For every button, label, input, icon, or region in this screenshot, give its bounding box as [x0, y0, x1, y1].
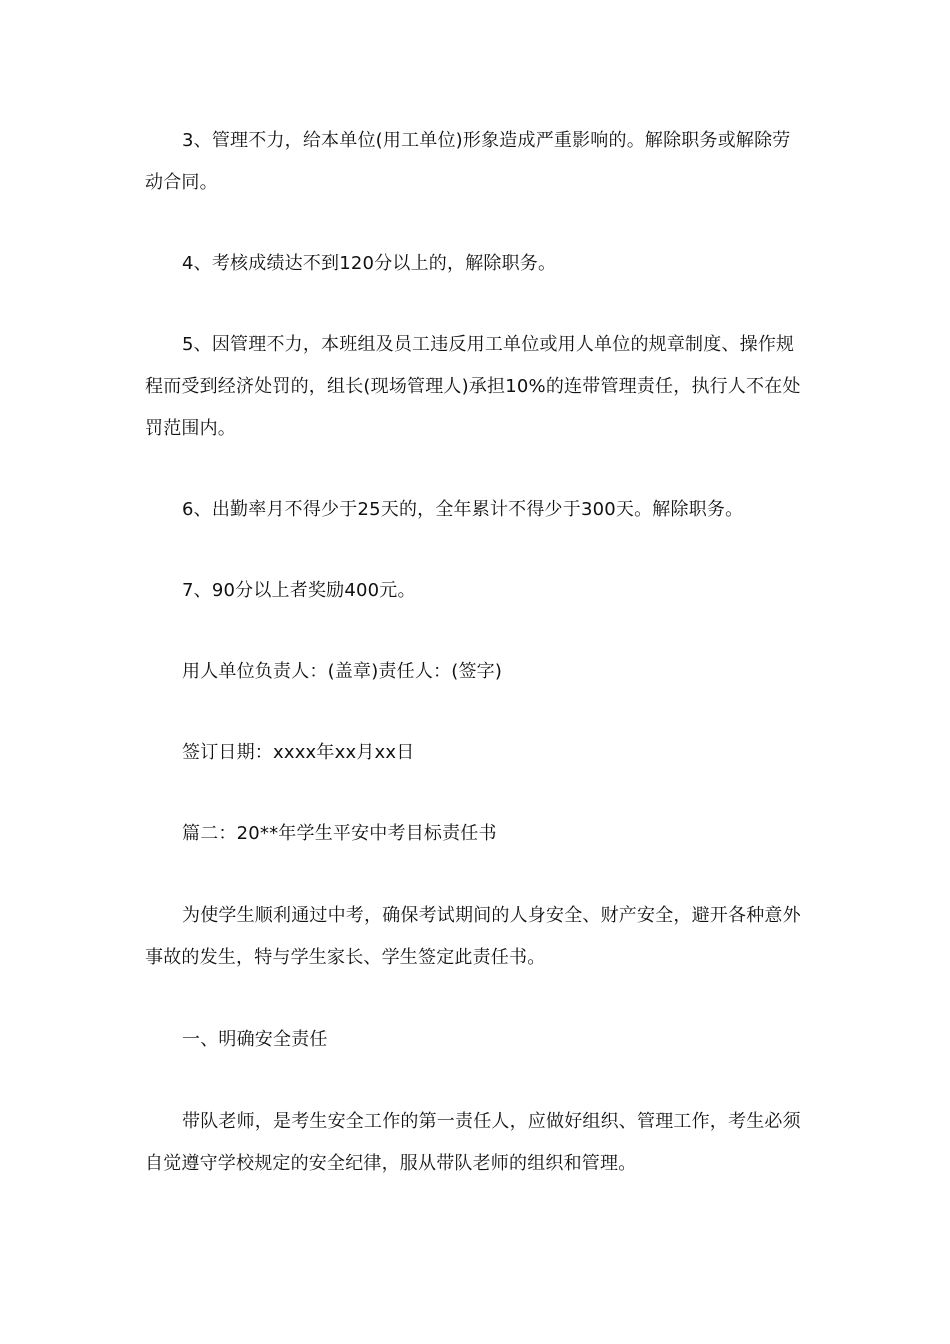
- leader-responsibility-paragraph: 带队老师，是考生安全工作的第一责任人，应做好组织、管理工作，考生必须自觉遵守学校规定的安全纪律，服从带队老师的组织和管理。: [145, 1111, 801, 1174]
- intro-paragraph: 为使学生顺利通过中考，确保考试期间的人身安全、财产安全，避开各种意外事故的发生，特与学生家长、学生签定此责任书。: [145, 905, 801, 968]
- section-heading-safety-responsibility: 一、明确安全责任: [182, 1029, 328, 1050]
- paragraph-spacer: [145, 979, 805, 1019]
- paragraph-spacer: [145, 450, 805, 489]
- document-body: [145, 120, 805, 1185]
- paragraph-item-7: 7、90分以上者奖励400元。: [182, 580, 416, 601]
- paragraph-spacer: [145, 1061, 805, 1101]
- paragraph-spacer: [145, 204, 805, 243]
- paragraph-item-5: 5、因管理不力，本班组及员工违反用工单位或用人单位的规章制度、操作规程而受到经济处罚的，组长(现场管理人)承担10%的连带管理责任，执行人不在处罚范围内。: [145, 334, 801, 439]
- signing-date: 签订日期：xxxx年xx月xx日: [182, 742, 415, 763]
- paragraph-spacer: [145, 693, 805, 732]
- paragraph-spacer: [145, 612, 805, 651]
- paragraph-item-3: 3、管理不力，给本单位(用工单位)形象造成严重影响的。解除职务或解除劳动合同。: [145, 130, 791, 193]
- paragraph-spacer: [145, 855, 805, 895]
- paragraph-item-4: 4、考核成绩达不到120分以上的，解除职务。: [182, 253, 557, 274]
- paragraph-item-6: 6、出勤率月不得少于25天的，全年累计不得少于300天。解除职务。: [182, 499, 744, 520]
- paragraph-spacer: [145, 285, 805, 324]
- section-title-part-two: 篇二：20**年学生平安中考目标责任书: [182, 823, 497, 844]
- paragraph-spacer: [145, 774, 805, 813]
- signature-line: 用人单位负责人：(盖章)责任人：(签字): [182, 661, 503, 682]
- paragraph-spacer: [145, 531, 805, 570]
